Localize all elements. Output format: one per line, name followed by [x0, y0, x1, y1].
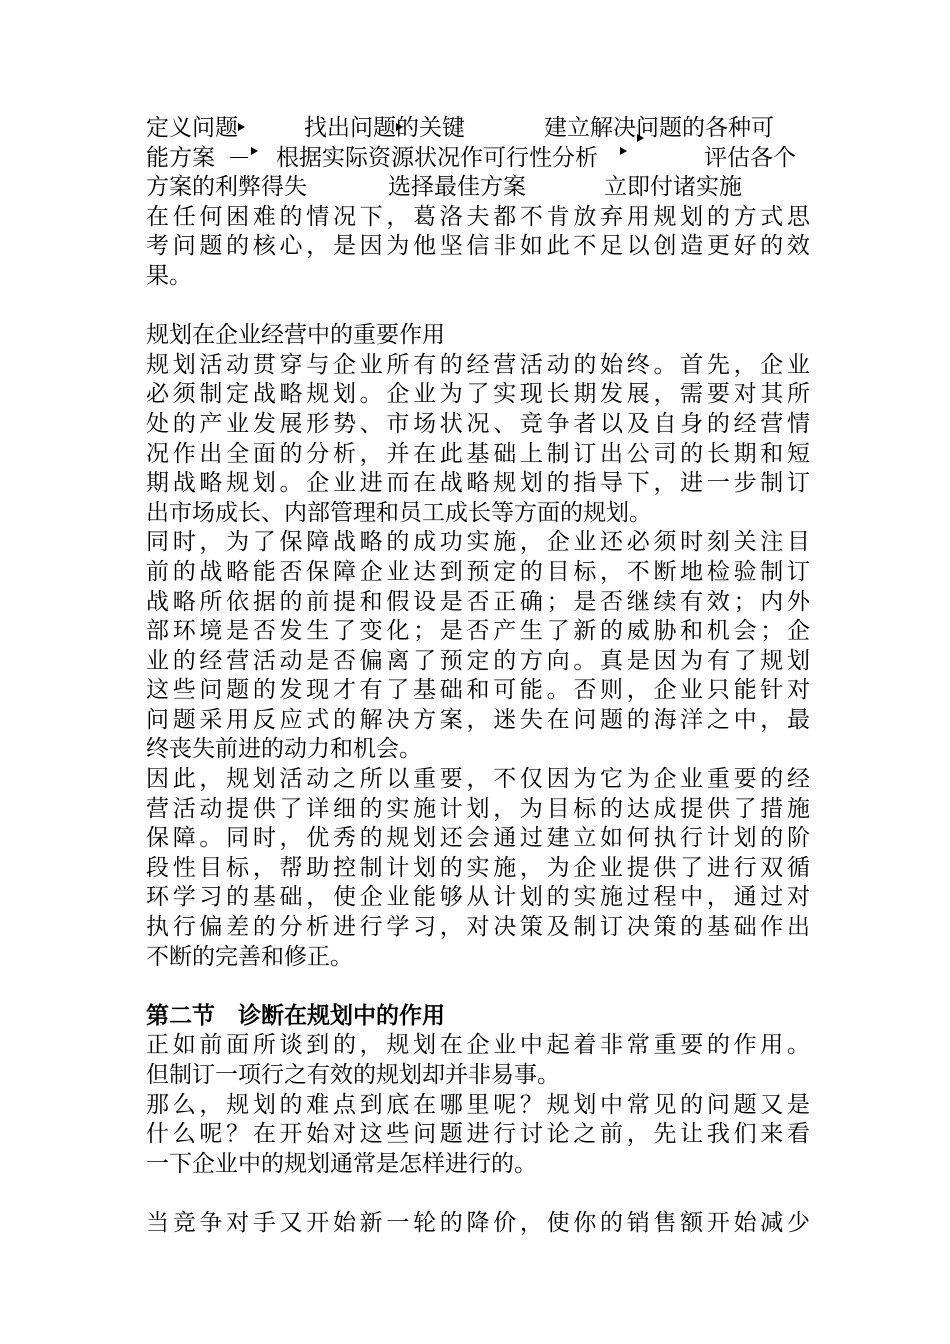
- text-line: 一下企业中的规划通常是怎样进行的。: [146, 1150, 537, 1177]
- flow-row-2: [146, 144, 810, 174]
- text-line: 考问题的核心，是因为他坚信非如此不足以创造更好的效: [146, 233, 810, 260]
- text-line: 部环境是否发生了变化；是否产生了新的威胁和机会；企: [146, 618, 810, 645]
- text-line: 果。: [146, 262, 192, 289]
- flow-arrow-icon: [637, 134, 644, 142]
- flow-step-implement: 立即付诸实施: [604, 174, 742, 201]
- flow-step-find-key: 找出问题的关键: [304, 115, 465, 141]
- text-line: 同时，为了保障战略的成功实施，企业还必须时刻关注目: [146, 529, 810, 556]
- text-line: 问题采用反应式的解决方案，迷失在问题的海洋之中，最: [146, 706, 810, 733]
- text-line: 终丧失前进的动力和机会。: [146, 736, 422, 763]
- flow-step-solutions-cont: 能方案: [146, 144, 215, 171]
- flow-row-3: [146, 173, 810, 203]
- subtitle: 规划在企业经营中的重要作用: [146, 322, 445, 349]
- text-line: 但制订一项行之有效的规划却并非易事。: [146, 1062, 560, 1088]
- text-line: 那么，规划的难点到底在哪里呢？规划中常见的问题又是: [146, 1091, 810, 1118]
- text-line: 出市场成长、内部管理和员工成长等方面的规划。: [146, 499, 652, 526]
- flow-step-pros-cons: 方案的利弊得失: [146, 174, 307, 201]
- flow-arrow-icon: [396, 123, 403, 131]
- paragraph-4: [146, 765, 810, 972]
- flow-row-1: [146, 114, 810, 144]
- document-page: [146, 114, 810, 1239]
- section-heading: 第二节 诊断在规划中的作用: [146, 1002, 445, 1029]
- paragraph-7: [146, 1209, 810, 1239]
- blank-line: [146, 972, 810, 1002]
- paragraph-2: [146, 351, 810, 529]
- text-line: 在任何困难的情况下，葛洛夫都不肯放弃用规划的方式思: [146, 203, 810, 230]
- flow-step-choose-best: 选择最佳方案: [388, 174, 526, 201]
- paragraph-6: [146, 1091, 810, 1180]
- text-line: 环学习的基础，使企业能够从计划的实施过程中，通过对: [146, 884, 810, 911]
- text-line: 段性目标，帮助控制计划的实施，为企业提供了进行双循: [146, 854, 810, 881]
- text-line: 必须制定战略规划。企业为了实现长期发展，需要对其所: [146, 381, 810, 408]
- text-line: 前的战略能否保障企业达到预定的目标，不断地检验制订: [146, 558, 810, 585]
- text-line: 业的经营活动是否偏离了预定的方向。真是因为有了规划: [146, 647, 810, 674]
- text-line: 处的产业发展形势、市场状况、竞争者以及自身的经营情: [146, 410, 810, 437]
- flow-step-feasibility: 根据实际资源状况作可行性分析: [276, 144, 598, 171]
- text-line: 什么呢？在开始对这些问题进行讨论之前，先让我们来看: [146, 1121, 810, 1148]
- text-line: 期战略规划。企业进而在战略规划的指导下，进一步制订: [146, 470, 810, 497]
- text-line: 这些问题的发现才有了基础和可能。否则，企业只能针对: [146, 677, 810, 704]
- flow-step-evaluate: 评估各个: [704, 144, 796, 171]
- flow-arrow-icon: [238, 123, 245, 131]
- paragraph-5: [146, 1031, 810, 1090]
- text-line: 因此，规划活动之所以重要，不仅因为它为企业重要的经: [146, 766, 810, 793]
- flow-arrow-icon: [620, 147, 627, 155]
- paragraph-3: [146, 528, 810, 765]
- flow-step-define-problem: 定义问题: [146, 115, 238, 141]
- blank-line: [146, 292, 810, 322]
- text-line: 营活动提供了详细的实施计划，为目标的达成提供了措施: [146, 795, 810, 822]
- flow-arrow-line: [230, 157, 248, 159]
- paragraph-1: [146, 203, 810, 292]
- blank-line: [146, 1179, 810, 1209]
- text-line: 正如前面所谈到的，规划在企业中起着非常重要的作用。: [146, 1032, 810, 1059]
- text-line: 况作出全面的分析，并在此基础上制订出公司的长期和短: [146, 440, 810, 467]
- text-line: 战略所依据的前提和假设是否正确；是否继续有效；内外: [146, 588, 810, 615]
- text-line: 不断的完善和修正。: [146, 943, 353, 970]
- text-line: 当竞争对手又开始新一轮的降价，使你的销售额开始减少: [146, 1209, 810, 1236]
- text-line: 规划活动贯穿与企业所有的经营活动的始终。首先，企业: [146, 351, 810, 378]
- text-line: 保障。同时，优秀的规划还会通过建立如何执行计划的阶: [146, 825, 810, 852]
- flow-arrow-icon: [251, 147, 258, 155]
- flow-step-build-solutions: 建立解决问题的各种可: [544, 115, 774, 141]
- text-line: 执行偏差的分析进行学习，对决策及制订决策的基础作出: [146, 914, 810, 941]
